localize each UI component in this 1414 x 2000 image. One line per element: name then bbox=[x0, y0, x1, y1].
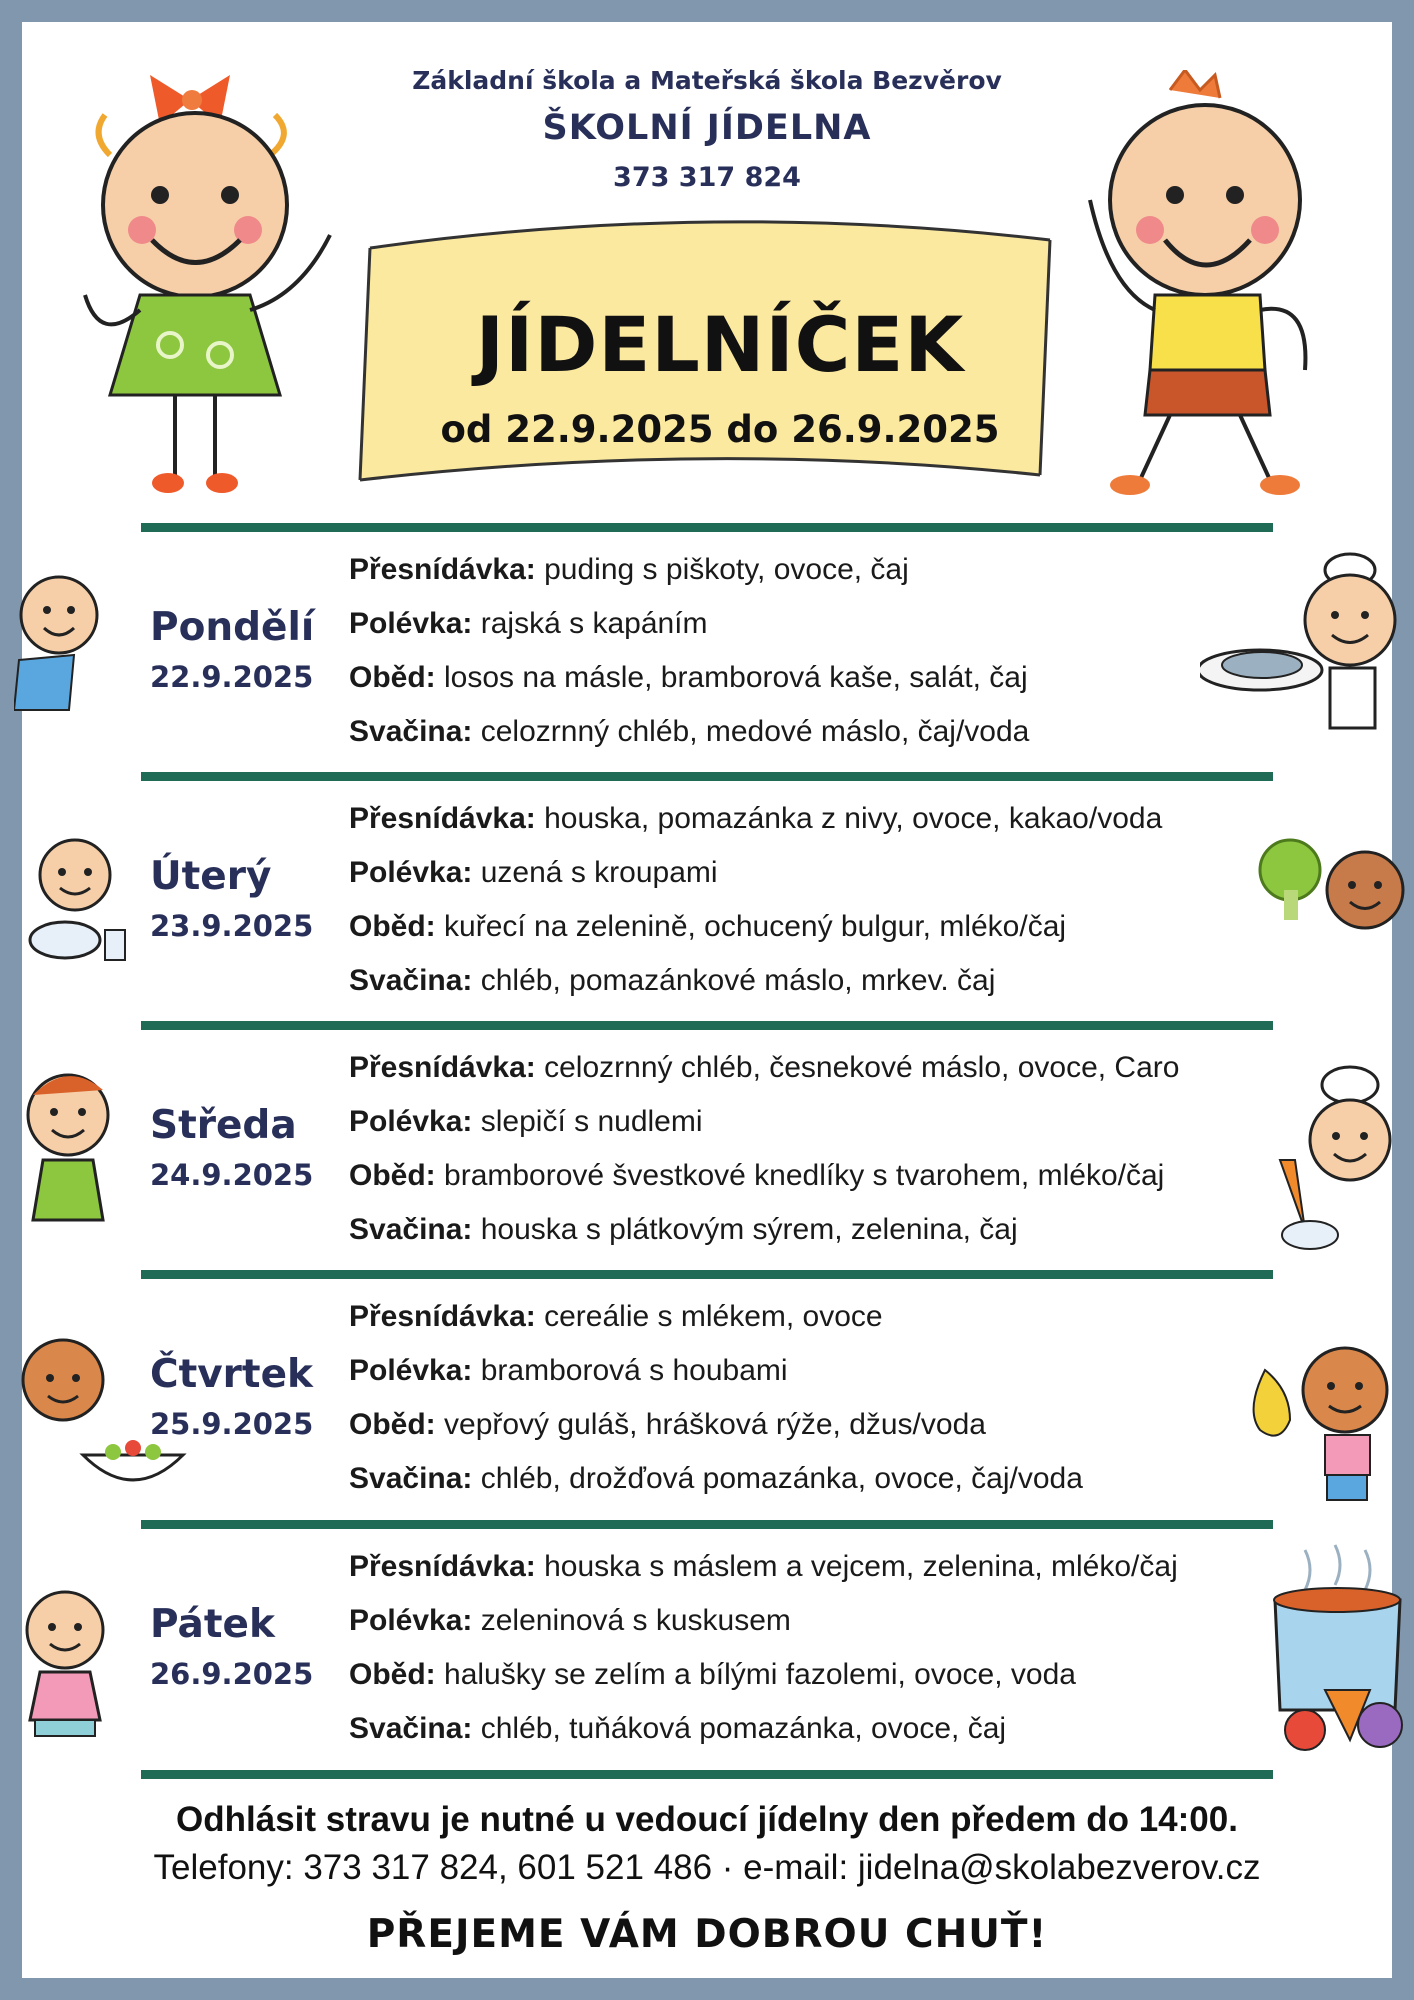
soup-pot-icon bbox=[1265, 1540, 1410, 1765]
divider bbox=[141, 1520, 1273, 1529]
divider bbox=[141, 523, 1273, 532]
meal-snack: Svačina: chléb, tuňáková pomazánka, ovoce, čaj bbox=[349, 1712, 1007, 1745]
meal-lunch: Oběd: halušky se zelím a bílými fazolemi, ovoce, voda bbox=[349, 1658, 1076, 1691]
day-date: 22.9.2025 bbox=[150, 660, 314, 694]
day-name: Pátek bbox=[150, 1602, 275, 1647]
day-name: Úterý bbox=[150, 854, 272, 899]
day-name: Pondělí bbox=[150, 605, 315, 650]
canteen-title: ŠKOLNÍ JÍDELNA bbox=[542, 108, 872, 148]
meal-snack: Svačina: chléb, pomazánkové máslo, mrkev. čaj bbox=[349, 964, 996, 997]
meal-soup: Polévka: uzená s kroupami bbox=[349, 856, 718, 889]
girl-pear-icon bbox=[1235, 1320, 1410, 1510]
meal-breakfast: Přesnídávka: houska, pomazánka z nivy, ovoce, kakao/voda bbox=[349, 802, 1163, 835]
contact-info: Telefony: 373 317 824, 601 521 486 · e-mail: jidelna@skolabezverov.cz bbox=[153, 1848, 1261, 1887]
meal-breakfast: Přesnídávka: celozrnný chléb, česnekové máslo, ovoce, Caro bbox=[349, 1051, 1180, 1084]
canteen-phone: 373 317 824 bbox=[613, 162, 801, 193]
meal-breakfast: Přesnídávka: cereálie s mlékem, ovoce bbox=[349, 1300, 883, 1333]
meal-soup: Polévka: rajská s kapáním bbox=[349, 607, 708, 640]
meal-breakfast: Přesnídávka: puding s piškoty, ovoce, čaj bbox=[349, 553, 909, 586]
child-chef-fish-icon bbox=[1200, 550, 1400, 750]
child-broccoli-icon bbox=[1250, 830, 1410, 990]
divider bbox=[141, 772, 1273, 781]
girl-cheering-icon bbox=[8, 1060, 138, 1260]
child-waving-icon bbox=[14, 560, 124, 750]
divider bbox=[141, 1770, 1273, 1779]
meal-lunch: Oběd: kuřecí na zelenině, ochucený bulgur, mléko/čaj bbox=[349, 910, 1067, 943]
girl-standing-icon bbox=[5, 1580, 135, 1760]
meal-snack: Svačina: houska s plátkovým sýrem, zelenina, čaj bbox=[349, 1213, 1018, 1246]
meal-soup: Polévka: slepičí s nudlemi bbox=[349, 1105, 703, 1138]
menu-date-range: od 22.9.2025 do 26.9.2025 bbox=[440, 408, 1000, 451]
meal-lunch: Oběd: bramborové švestkové knedlíky s tvarohem, mléko/čaj bbox=[349, 1159, 1165, 1192]
child-eating-icon bbox=[10, 830, 140, 980]
day-name: Čtvrtek bbox=[150, 1352, 313, 1397]
day-date: 25.9.2025 bbox=[150, 1407, 314, 1441]
meal-snack: Svačina: celozrnný chléb, medové máslo, čaj/voda bbox=[349, 715, 1030, 748]
boy-illustration-icon bbox=[1070, 70, 1340, 510]
meal-snack: Svačina: chléb, drožďová pomazánka, ovoce, čaj/voda bbox=[349, 1462, 1083, 1495]
meal-lunch: Oběd: losos na másle, bramborová kaše, salát, čaj bbox=[349, 661, 1028, 694]
unsubscribe-note: Odhlásit stravu je nutné u vedoucí jídelny den předem do 14:00. bbox=[176, 1800, 1238, 1839]
divider bbox=[141, 1021, 1273, 1030]
meal-lunch: Oběd: vepřový guláš, hrášková rýže, džus/voda bbox=[349, 1408, 986, 1441]
day-date: 23.9.2025 bbox=[150, 909, 314, 943]
day-date: 26.9.2025 bbox=[150, 1657, 314, 1691]
day-name: Středa bbox=[150, 1103, 297, 1148]
chef-carrot-icon bbox=[1270, 1060, 1410, 1260]
menu-title: JÍDELNÍČEK bbox=[475, 300, 965, 389]
school-name: Základní škola a Mateřská škola Bezvěrov bbox=[412, 66, 1002, 95]
meal-breakfast: Přesnídávka: houska s máslem a vejcem, zelenina, mléko/čaj bbox=[349, 1550, 1178, 1583]
girl-illustration-icon bbox=[80, 55, 360, 505]
divider bbox=[141, 1270, 1273, 1279]
meal-soup: Polévka: zeleninová s kuskusem bbox=[349, 1604, 791, 1637]
child-salad-icon bbox=[8, 1330, 188, 1500]
bon-appetit: PŘEJEME VÁM DOBROU CHUŤ! bbox=[366, 1912, 1048, 1957]
meal-soup: Polévka: bramborová s houbami bbox=[349, 1354, 788, 1387]
day-date: 24.9.2025 bbox=[150, 1158, 314, 1192]
